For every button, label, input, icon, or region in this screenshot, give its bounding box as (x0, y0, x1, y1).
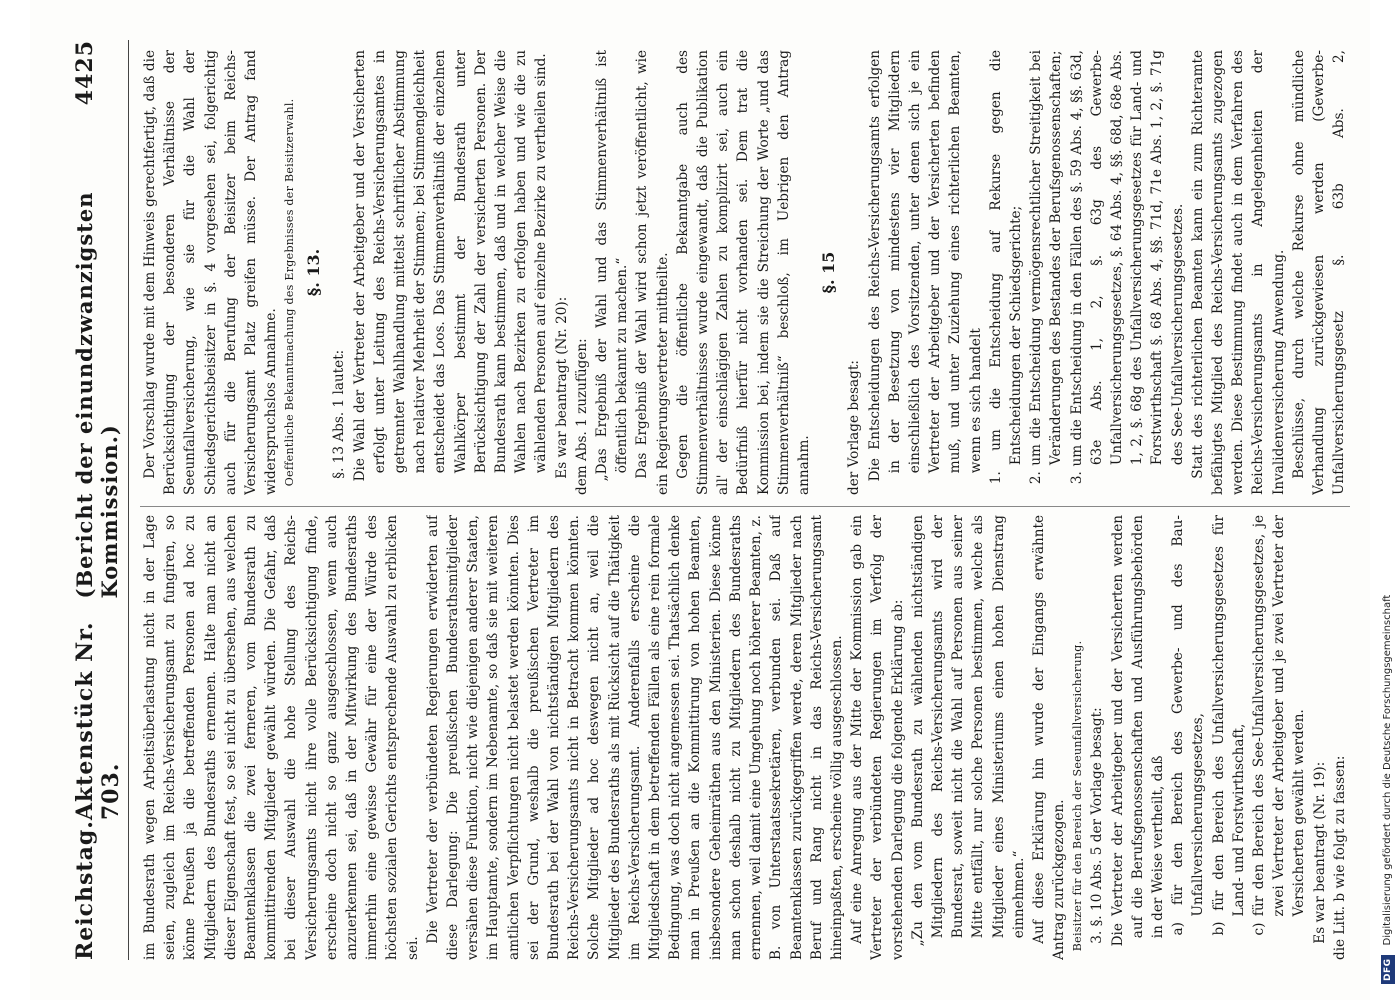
paragraph: Der Vorschlag wurde mit dem Hinweis gerechtfertigt, daß die Berücksichtigung der besonderen Verhältnisse der Seeunfallversicherung, wie sie für die Wahl der Schiedsgerichtsbeisitzer in §. 4 vorgesehen sei, folgerichtig auch für die Berufung der Beisitzer beim Reichs-Versicherungsamt Platz greifen müsse. Der Antrag fand widerspruchslos Annahme. (142, 50, 280, 495)
section-heading: §. 13. (304, 248, 324, 297)
paragraph: Die Entscheidungen des Reichs-Versicherungsamts erfolgen in der Besetzung von mindestens vier Mitgliedern einschließlich des Vorsitzenden, unter denen sich je ein Vertreter der Arbeitgeber und der Versicherten befinden muß, und unter Zuziehung eines richterlichen Beamten, wenn es sich handelt (866, 50, 984, 482)
document-page (30, 0, 1370, 1000)
section-heading: §. 15 (819, 251, 839, 294)
header-document-number: Aktenstück Nr. 703. (72, 621, 124, 821)
paragraph: Auf eine Anregung aus der Mitte der Kommission gab ein Vertreter der verbündeten Regierungen im Verfolg der vorstehenden Darlegung die folgende Erklärung ab: (849, 515, 906, 960)
digitization-caption: Digitalisierung gefördert durch die Deutsche Forschungsgemeinschaft (1382, 594, 1393, 946)
paragraph: die Litt. b wie folgt zu fassen: (1331, 755, 1348, 960)
paragraph: Es war beantragt (Nr. 20): (553, 296, 570, 479)
header-left: Reichstag. (72, 820, 98, 960)
paragraph: Auf diese Erklärung hin wurde der Eingangs erwähnte Antrag zurückgezogen. (1030, 515, 1068, 960)
paragraph: im Bundesrath wegen Arbeitsüberlastung nicht in der Lage seien, zugleich im Reichs-Versicherungsamt zu fungiren, so könne Preußen ja die betreffenden Personen ad hoc zu Mitgliedern des Bundesraths ernennen. Halte man nicht an dieser Eigenschaft fest, so sei nicht zu übersehen, aus welchen Beamtenklassen die zwei ferneren, vom Bundesrath zu kommittirenden Mitglieder gewählt würden. Die Gefahr, daß bei dieser Auswahl die hohe Stellung des Reichs-Versicherungsamts nicht ihre volle Berücksichtigung finde, erscheine doch nicht so ganz ausgeschlossen, wenn auch anzuerkennen sei, daß in der Mitwirkung des Bundesraths immerhin eine gewisse Gewähr für eine der Würde des höchsten sozialen Gerichts entsprechende Auswahl zu erblicken sei. (142, 515, 421, 960)
paragraph: „Zu den vom Bundesrath zu wählenden nichtständigen Mitgliedern des Reichs-Versicherungsamts wird der Bundesrat, soweit nicht die Wahl auf Personen aus seiner Mitte entfällt, nur solche Personen bestimmen, welche als Mitglieder eines Ministeriums einen hohen Dienstrang einnehmen.“ (909, 515, 1027, 947)
dfg-logo: DFG (1381, 955, 1395, 984)
column-divider (140, 506, 1350, 507)
paragraph: „Das Ergebniß der Wahl und das Stimmenverhältniß ist öffentlich bekannt zu machen.“ (594, 50, 631, 482)
header-rule (128, 40, 129, 960)
page-number: 4425 (72, 40, 98, 106)
paragraph: Die Vertreter der verbündeten Regierungen erwiderten auf diese Darlegung: Die preußischen Bundesrathsmitglieder versähen diese Funktion, nicht wie diejenigen anderer Staaten, im Hauptamte, sondern im Nebenamte, so daß sie mit weiteren amtlichen Verpflichtungen nicht belastet werden könnten. Dies sei der Grund, weshalb die preußischen Vertreter im Bundesrath bei der Wahl von nichtständigen Mitgliedern des Reichs-Versicherungsamts nicht in Betracht kommen könnten. Solche Mitglieder ad hoc deswegen nicht an, weil die Mitglieder des Bundesraths als mit Rücksicht auf die Thätigkeit im Reichs-Versicherungsamt. Anderenfalls erscheine die Mitgliedschaft in dem betreffenden Fällen als eine rein formale Bedingung, was doch nicht angemessen sei. Thatsächlich denke man in Preußen an die Kommittirung von hohen Beamten, insbesondere Geheimräthen aus den Ministerien. Diese könne man schon deshalb nicht zu Mitgliedern des Bundesraths ernennen, weil damit eine Umgehung noch höherer Beamten, z. B. von Unterstaatssekretären, verbunden sei. Daß auf Beamtenklassen zurückgegriffen werde, deren Mitglieder nach Beruf und Rang nicht in das Reichs-Versicherungsamt hineinpaßten, erscheine völlig ausgeschlossen. (424, 515, 845, 960)
paragraph: 3. um die Entscheidung in den Fällen des §. 59 Abs. 4, §§. 63d, 63e Abs. 1, 2, §. 63g des Gewerbe-Unfallversicherungsgesetzes, §. 64 Abs. 4, §§. 68d, 68e Abs. 1, 2, §. 68g des Unfallversicherungsgesetzes für Land- und Forstwirthschaft §. 68 Abs. 4, §§. 71d, 71e Abs. 1, 2, §. 71g des See-Unfallversicherungsgesetzes. (1068, 50, 1186, 485)
left-text-column (140, 515, 1350, 960)
paragraph: §. 13 Abs. 1 lautet: (331, 349, 348, 479)
paragraph: Das Ergebniß der Wahl wird schon jetzt veröffentlicht, wie ein Regierungsvertreter mittheilte. (634, 50, 671, 495)
digitization-sidebar (1378, 0, 1397, 1000)
paragraph: 1. um die Entscheidung auf Rekurse gegen die Entscheidungen der Schiedsgerichte; (987, 50, 1024, 485)
header-report-title: (Bericht der einundzwanzigsten Kommission.) (72, 191, 122, 599)
paragraph: b) für den Bereich des Unfallversicherungsgesetzes für Land- und Forstwirthschaft, (1210, 515, 1247, 936)
paragraph: Gegen die öffentliche Bekanntgabe auch des Stimmenverhältnisses wurde eingewandt, daß die Publikation all' der einschlägigen Zahlen zu komplizirt sei, auch ein Bedürfniß hierfür nicht vorhanden sei. Dem trat die Kommission bei, indem sie die Streichung der Worte „und das Stimmenverhältniß“ beschloß, im Uebrigen den Antrag annahm. (674, 50, 813, 495)
right-text-column (140, 50, 1350, 495)
paragraph: dem Abs. 1 zuzufügen: (573, 338, 590, 495)
paragraph: c) für den Bereich des See-Unfallversicherungsgesetzes, je zwei Vertreter der Arbeitgeber und je zwei Vertreter der Versicherten gewählt werden. (1250, 515, 1308, 936)
paragraph: der Vorlage besagt: (846, 360, 863, 495)
paragraph: Beschlüsse, durch welche Rekurse ohne mündliche Verhandlung zurückgewiesen werden (Gewerbe-Unfallversicherungsgesetz §. 63b Abs. 2, (1290, 50, 1348, 495)
page-header (72, 40, 132, 960)
paragraph: a) für den Bereich des Gewerbe- und des Bau-Unfallversicherungsgesetzes, (1170, 515, 1207, 936)
paragraph: Es war beantragt (Nr. 19): (1311, 761, 1328, 944)
paragraph: 3. §. 10 Abs. 5 der Vorlage besagt: (1089, 707, 1106, 944)
paragraph: Statt des richterlichen Beamten kann ein zum Richteramte befähigtes Mitglied des Reichs-Versicherungsamts zugezogen werden. Diese Bestimmung findet auch in dem Verfahren des Reichs-Versicherungsamts in Angelegenheiten der Invalidenversicherung Anwendung. (1189, 50, 1287, 495)
paragraph: 2. um die Entscheidung vermögensrechtlicher Streitigkeit bei Veränderungen des Bestandes der Berufsgenossenschaften; (1028, 50, 1065, 485)
marginal-caption: Oeffentliche Bekanntmachung des Ergebnisses der Beisitzerwahl. (283, 98, 297, 487)
paragraph: Die Vertreter der Arbeitgeber und der Versicherten werden auf die Berufsgenossenschaften und Ausführungsbehörden in der Weise vertheilt, daß (1109, 515, 1166, 947)
paragraph: Die Wahl der Vertreter der Arbeitgeber und der Versicherten erfolgt unter Leitung des Reichs-Versicherungsamtes in getrennter Wahlhandlung mittelst schriftlicher Abstimmung nach relativer Mehrheit der Stimmen; bei Stimmengleichheit entscheidet das Loos. Das Stimmenverhältniß der einzelnen Wahlkörper bestimmt der Bundesrath unter Berücksichtigung der Zahl der versicherten Personen. Der Bundesrath kann bestimmen, daß und in welcher Weise die Wahlen nach Bezirken zu erfolgen haben und wie die zu wählenden Personen auf einzelne Bezirke zu vertheilen sind. (351, 50, 550, 482)
marginal-caption: Beisitzer für den Bereich der Seeunfallversicherung. (1071, 640, 1085, 952)
